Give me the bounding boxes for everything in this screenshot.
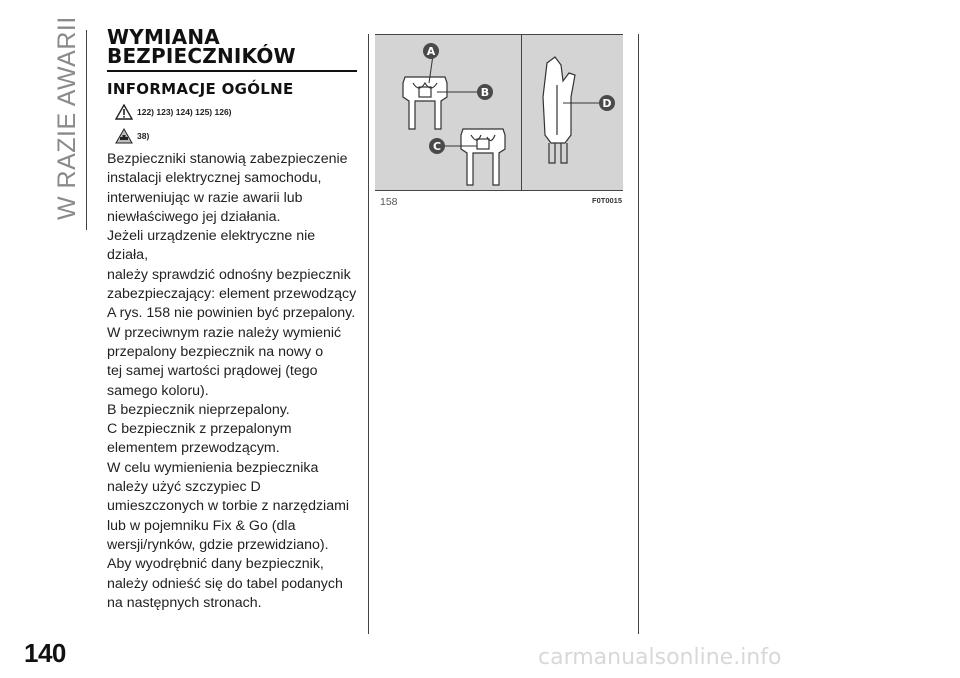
callout-c bbox=[429, 138, 445, 154]
body-line: na następnych stronach. bbox=[107, 594, 262, 611]
figure-code: F0T0015 bbox=[592, 196, 623, 205]
body-line: W celu wymienienia bezpiecznika bbox=[107, 459, 319, 476]
body-line: Bezpieczniki stanowią zabezpieczenie bbox=[107, 151, 348, 167]
body-line: Aby wyodrębnić dany bezpiecznik, bbox=[107, 556, 324, 573]
callout-c-label: C bbox=[432, 140, 442, 153]
callout-b-label: B bbox=[480, 86, 490, 99]
body-line: tej samej wartości prądowej (tego bbox=[107, 363, 318, 380]
fuse-illustration bbox=[375, 35, 623, 190]
body-line: zabezpieczający: element przewodzący bbox=[107, 286, 357, 303]
body-line: C bezpiecznik z przepalonym bbox=[107, 421, 292, 438]
caution-note-refs: 38) bbox=[137, 131, 150, 141]
warning-note bbox=[115, 104, 357, 120]
body-line: instalacji elektrycznej samochodu, bbox=[107, 170, 322, 187]
callout-b bbox=[477, 84, 493, 100]
body-line: umieszczonych w torbie z narzędziami bbox=[107, 498, 350, 515]
body-line: B bezpiecznik nieprzepalony. bbox=[107, 401, 290, 418]
body-line: A rys. 158 nie powinien być przepalony. bbox=[107, 305, 356, 322]
figure-number: 158 bbox=[380, 196, 398, 208]
figure-rule bbox=[375, 190, 623, 191]
body-line: należy użyć szczypiec D bbox=[107, 479, 261, 496]
page-number: 140 bbox=[24, 638, 66, 668]
fuse-pliers-icon bbox=[543, 57, 575, 163]
caution-note bbox=[115, 128, 357, 144]
watermark: carmanualsonline.info bbox=[538, 645, 782, 670]
column-divider-center bbox=[368, 34, 369, 634]
fuse-blown-icon bbox=[461, 129, 505, 185]
body-line: należy sprawdzić odnośny bezpiecznik bbox=[107, 266, 351, 283]
body-line: samego koloru). bbox=[107, 382, 209, 399]
body-line: elementem przewodzącym. bbox=[107, 440, 280, 457]
section-side-title-text: W RAZIE AWARII bbox=[53, 16, 81, 220]
body-line: interweniując w razie awarii lub bbox=[107, 189, 303, 206]
page-title bbox=[107, 25, 357, 68]
body-line: wersji/rynków, gdzie przewidziano). bbox=[107, 536, 329, 553]
body-line: niewłaściwego jej działania. bbox=[107, 208, 281, 225]
body-line: przepalony bezpiecznik na nowy o bbox=[107, 343, 324, 360]
body-line: W przeciwnym razie należy wymienić bbox=[107, 324, 342, 341]
section-side-title bbox=[46, 16, 86, 220]
title-rule bbox=[107, 70, 357, 72]
warning-note-refs: 122) 123) 124) 125) 126) bbox=[137, 107, 232, 117]
body-line: należy odnieść się do tabel podanych bbox=[107, 575, 343, 592]
callout-a bbox=[423, 43, 439, 59]
warning-triangle-icon bbox=[115, 104, 133, 120]
fuse-intact-icon bbox=[403, 77, 447, 129]
body-text bbox=[107, 150, 357, 613]
figure-158 bbox=[375, 34, 623, 190]
callout-d-label: D bbox=[602, 97, 612, 110]
page-title-line1: WYMIANA bbox=[107, 25, 220, 49]
page-title-line2: BEZPIECZNIKÓW bbox=[107, 44, 296, 68]
body-line: Jeżeli urządzenie elektryczne nie działa, bbox=[107, 228, 316, 264]
column-divider-right bbox=[638, 34, 639, 634]
body-line: lub w pojemniku Fix & Go (dla bbox=[107, 517, 296, 534]
margin-rule bbox=[86, 30, 87, 230]
callout-a-label: A bbox=[426, 45, 436, 58]
section-subtitle: INFORMACJE OGÓLNE bbox=[107, 80, 294, 98]
left-column bbox=[107, 25, 357, 613]
callout-d bbox=[599, 95, 615, 111]
caution-triangle-icon bbox=[115, 128, 133, 144]
